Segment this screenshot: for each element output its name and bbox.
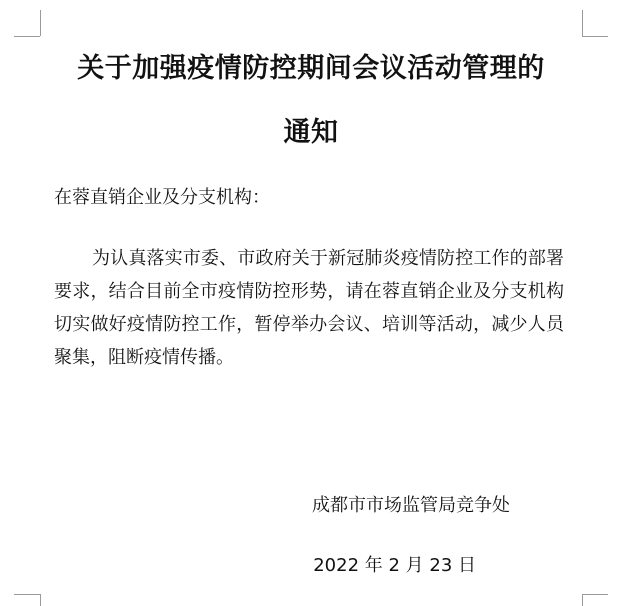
crop-mark-bottom-right-v	[582, 594, 583, 606]
crop-mark-top-right-v	[582, 10, 583, 36]
crop-mark-bottom-right-h	[582, 594, 608, 595]
salutation: 在蓉直销企业及分支机构：	[54, 187, 270, 208]
crop-mark-top-right-h	[582, 36, 608, 37]
document-title-line-1: 关于加强疫情防控期间会议活动管理的	[77, 53, 545, 84]
issue-date: 2022 年 2 月 23 日	[313, 555, 476, 576]
body-paragraph: 为认真落实市委、市政府关于新冠肺炎疫情防控工作的部署要求，结合目前全市疫情防控形势，请在蓉直销企业及分支机构切实做好疫情防控工作，暂停举办会议、培训等活动，减少人员聚集，阻断疫情传播。	[54, 248, 564, 368]
document-title-line-2: 通知	[283, 117, 339, 148]
issuer-signature: 成都市市场监管局竞争处	[312, 495, 510, 516]
crop-mark-bottom-left-h	[14, 594, 40, 595]
crop-mark-top-left-v	[40, 10, 41, 36]
crop-mark-bottom-left-v	[40, 594, 41, 606]
crop-mark-top-left-h	[14, 36, 40, 37]
